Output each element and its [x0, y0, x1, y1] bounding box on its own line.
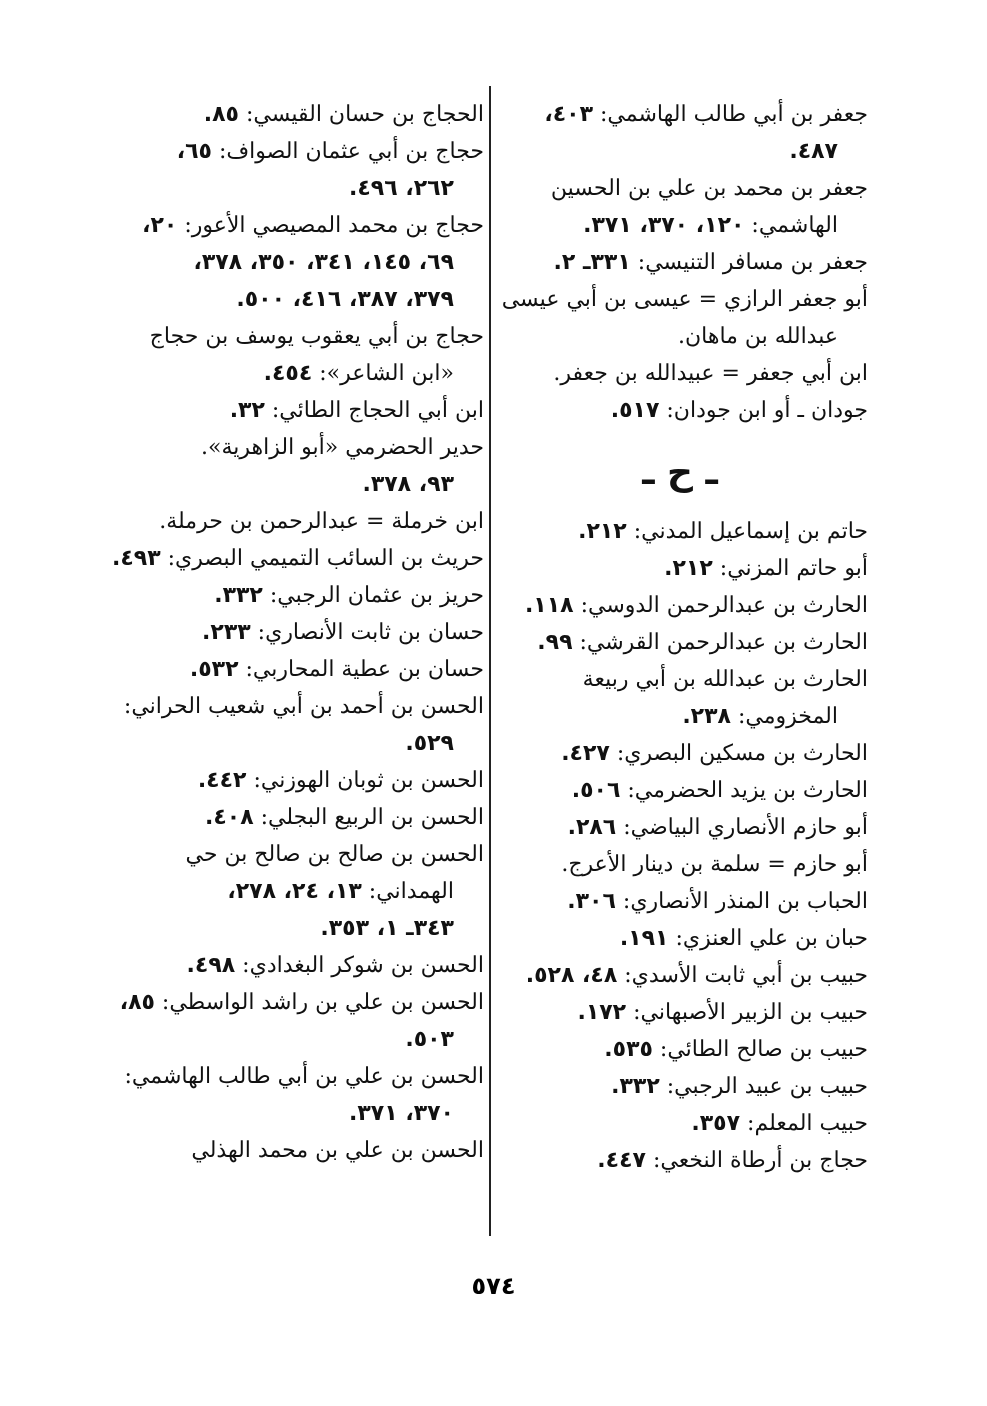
entry-page-refs: ٤٤٧.	[597, 1148, 646, 1173]
entry-name: الحباب بن المنذر الأنصاري:	[615, 889, 868, 914]
index-entry	[492, 883, 868, 920]
entry-continuation	[104, 873, 484, 910]
index-column-right	[492, 96, 868, 1179]
entry-name: أبو حاتم المزني:	[712, 556, 868, 581]
entry-page-refs: ٢١٢.	[664, 556, 713, 581]
entry-name: حجاج بن أرطاة النخعي:	[645, 1148, 868, 1173]
entry-name: الحارث بن عبدالرحمن الدوسي:	[573, 593, 868, 618]
index-entry	[104, 1058, 484, 1132]
entry-continuation	[104, 244, 484, 281]
entry-name: حبيب المعلم:	[740, 1111, 868, 1136]
entry-page-refs: ٥٠٣.	[405, 1027, 454, 1052]
entry-page-refs: ١٧٢.	[577, 1000, 627, 1025]
entry-name: أبو حازم الأنصاري البياضي:	[616, 815, 868, 840]
entry-name: ابن أبي جعفر = عبيدالله بن جعفر.	[553, 361, 868, 386]
entry-page-refs: ٤٠٣،	[544, 102, 594, 127]
index-entry	[492, 281, 868, 355]
entry-name: حبيب بن صالح الطائي:	[652, 1037, 868, 1062]
entry-continuation	[104, 910, 484, 947]
index-entry	[492, 392, 868, 429]
entry-page-refs: ١١٨.	[524, 593, 574, 618]
entry-name: الحسن بن علي بن محمد الهذلي	[191, 1138, 484, 1163]
entry-name: الحسن بن أحمد بن أبي شعيب الحراني:	[123, 694, 484, 719]
entry-page-refs: ٣٥٧.	[691, 1111, 741, 1136]
entry-name: حبيب بن عبيد الرجبي:	[659, 1074, 868, 1099]
entry-name: جودان ـ أو ابن جودان:	[659, 398, 868, 423]
entry-name: أبو حازم = سلمة بن دينار الأعرج.	[561, 852, 868, 877]
index-entry	[492, 96, 868, 170]
index-entry	[104, 947, 484, 984]
entry-name: حسان بن ثابت الأنصاري:	[250, 620, 484, 645]
entry-name: جعفر بن مسافر التنيسي:	[630, 250, 868, 275]
entry-page-refs: ٥١٧.	[610, 398, 660, 423]
entry-continuation	[492, 207, 868, 244]
index-entry	[104, 429, 484, 503]
entry-page-refs: ٤٥٤.	[263, 361, 313, 386]
index-entry	[492, 1031, 868, 1068]
index-entry	[492, 994, 868, 1031]
entries-group-haa-continued	[104, 96, 484, 1169]
index-entry	[492, 587, 868, 624]
entries-group-haa	[492, 513, 868, 1179]
index-entry	[104, 133, 484, 207]
entry-page-refs: ٢٣٨.	[682, 704, 731, 729]
entry-continuation	[104, 281, 484, 318]
index-entry	[492, 735, 868, 772]
entry-continuation	[492, 318, 868, 355]
entry-page-refs: ٥٣٥.	[604, 1037, 653, 1062]
index-entry	[492, 513, 868, 550]
entry-continuation	[492, 698, 868, 735]
entry-name: ابن خرملة = عبدالرحمن بن حرملة.	[159, 509, 484, 534]
entry-continuation	[104, 1095, 484, 1132]
entry-page-refs: ٤٨٧.	[789, 139, 838, 164]
entry-name: حريز بن عثمان الرجبي:	[262, 583, 484, 608]
index-entry	[104, 318, 484, 392]
index-entry	[492, 550, 868, 587]
entry-name: حجاج بن محمد المصيصي الأعور:	[177, 213, 484, 238]
entry-page-refs: ٥٢٩.	[405, 731, 454, 756]
index-entry	[492, 624, 868, 661]
entry-page-refs: ٣٠٦.	[567, 889, 616, 914]
entry-name: الحارث بن عبدالرحمن القرشي:	[572, 630, 868, 655]
entry-page-refs: ٨٥،	[119, 990, 155, 1015]
entry-continuation	[104, 725, 484, 762]
entry-name: حجاج بن أبي يعقوب يوسف بن حجاج	[149, 324, 484, 349]
entry-page-refs: ٤٢٧.	[561, 741, 610, 766]
entry-page-refs: ٥٠٦.	[571, 778, 621, 803]
entry-page-refs: ٤٤٢.	[197, 768, 247, 793]
index-entry	[104, 392, 484, 429]
index-entry	[104, 577, 484, 614]
entry-name: الحارث بن مسكين البصري:	[609, 741, 868, 766]
entry-continuation	[104, 170, 484, 207]
entry-page-refs: ٣٣١ـ ٢.	[553, 250, 631, 275]
entry-page-refs: ٨٥.	[203, 102, 239, 127]
index-entry	[104, 1132, 484, 1169]
entry-name: حجاج بن أبي عثمان الصواف:	[211, 139, 484, 164]
entry-continuation-text: المخزومي:	[730, 704, 838, 729]
entry-name: الحسن بن علي بن أبي طالب الهاشمي:	[124, 1064, 484, 1089]
index-entry	[104, 540, 484, 577]
index-entry	[104, 651, 484, 688]
entry-continuation-text: الهمداني:	[361, 879, 454, 904]
index-entry	[104, 836, 484, 910]
entry-page-refs: ٣٢.	[229, 398, 265, 423]
index-entry	[104, 762, 484, 799]
entry-name: حاتم بن إسماعيل المدني:	[626, 519, 868, 544]
page-number: ٥٧٤	[471, 1272, 516, 1300]
entry-page-refs: ٤٩٣.	[112, 546, 161, 571]
entry-page-refs: ٤٩٨.	[186, 953, 236, 978]
entry-page-refs: ٢٠،	[142, 213, 178, 238]
entry-page-refs: ٦٩، ١٤٥، ٣٤١، ٣٥٠، ٣٧٨،	[193, 250, 454, 275]
entry-name: حسان بن عطية المحاربي:	[238, 657, 484, 682]
index-entry	[492, 809, 868, 846]
index-entry	[492, 772, 868, 809]
index-entry	[104, 910, 484, 947]
index-entry	[104, 281, 484, 318]
index-entry	[104, 207, 484, 281]
entry-name: جعفر بن محمد بن علي بن الحسين	[550, 176, 868, 201]
index-entry	[492, 170, 868, 244]
entry-page-refs: ٤٨، ٥٢٨.	[525, 963, 618, 988]
column-divider	[489, 86, 491, 1236]
index-entry	[104, 799, 484, 836]
entry-page-refs: ٣٣٢.	[611, 1074, 660, 1099]
section-heading-haa: ـ ح ـ	[642, 452, 718, 493]
entry-name: الحسن بن علي بن راشد الواسطي:	[154, 990, 484, 1015]
entry-page-refs: ٥٣٢.	[189, 657, 239, 682]
entry-page-refs: ٩٣، ٣٧٨.	[362, 472, 454, 497]
entry-name: ابن أبي الحجاج الطائي:	[264, 398, 484, 423]
entry-continuation	[104, 466, 484, 503]
entry-name: جعفر بن أبي طالب الهاشمي:	[593, 102, 868, 127]
entry-name: حبان بن علي العنزي:	[668, 926, 868, 951]
entry-page-refs: ٣٧٠، ٣٧١.	[349, 1101, 454, 1126]
entry-name: حبيب بن الزبير الأصبهاني:	[626, 1000, 868, 1025]
index-entry	[104, 503, 484, 540]
entry-continuation-text: «ابن الشاعر»:	[312, 361, 454, 386]
entry-continuation	[492, 133, 868, 170]
entry-name: الحارث بن عبدالله بن أبي ربيعة	[582, 667, 868, 692]
entry-name: حدير الحضرمي «أبو الزاهرية».	[201, 435, 484, 460]
entry-name: الحسن بن الربيع البجلي:	[253, 805, 484, 830]
index-entry	[104, 984, 484, 1058]
entry-name: الحسن بن صالح بن صالح بن حي	[185, 842, 484, 867]
index-entry	[104, 614, 484, 651]
index-column-left	[104, 96, 484, 1169]
entry-name: الحجاج بن حسان القيسي:	[238, 102, 484, 127]
index-entry	[104, 96, 484, 133]
index-entry	[104, 688, 484, 762]
index-entry	[492, 661, 868, 735]
index-entry	[492, 920, 868, 957]
index-entry	[492, 957, 868, 994]
entry-name: الحسن بن شوكر البغدادي:	[235, 953, 484, 978]
entry-page-refs: ٢٨٦.	[567, 815, 617, 840]
index-entry	[492, 355, 868, 392]
entry-continuation	[104, 355, 484, 392]
entry-page-refs: ٢٣٣.	[202, 620, 251, 645]
entry-name: أبو جعفر الرازي = عيسى بن أبي عيسى	[501, 287, 868, 312]
entry-page-refs: ١٢٠، ٣٧٠، ٣٧١.	[583, 213, 745, 238]
index-entry	[492, 846, 868, 883]
entry-name: حبيب بن أبي ثابت الأسدي:	[617, 963, 868, 988]
entry-page-refs: ١٣، ٢٤، ٢٧٨،	[227, 879, 362, 904]
entry-page-refs: ٩٩.	[537, 630, 573, 655]
entry-page-refs: ٦٥،	[176, 139, 212, 164]
entry-name: الحارث بن يزيد الحضرمي:	[620, 778, 868, 803]
entry-page-refs: ٢١٢.	[578, 519, 627, 544]
entry-continuation	[104, 1021, 484, 1058]
entry-page-refs: ٢٦٢، ٤٩٦.	[349, 176, 454, 201]
entry-name: الحسن بن ثوبان الهوزني:	[246, 768, 484, 793]
entry-page-refs: ٣٧٩، ٣٨٧، ٤١٦، ٥٠٠.	[236, 287, 454, 312]
entry-continuation-text: عبدالله بن ماهان.	[677, 324, 838, 349]
index-entry	[492, 1068, 868, 1105]
entry-continuation-text: الهاشمي:	[744, 213, 838, 238]
entry-page-refs: ٤٠٨.	[204, 805, 254, 830]
entry-page-refs: ٣٣٢.	[214, 583, 263, 608]
entry-name: حريث بن السائب التميمي البصري:	[160, 546, 484, 571]
entry-page-refs: ٣٤٣ـ ١، ٣٥٣.	[320, 916, 454, 941]
entry-page-refs: ١٩١.	[619, 926, 669, 951]
entries-group-jeem	[492, 96, 868, 429]
index-entry	[492, 1142, 868, 1179]
index-entry	[492, 244, 868, 281]
index-entry	[492, 1105, 868, 1142]
